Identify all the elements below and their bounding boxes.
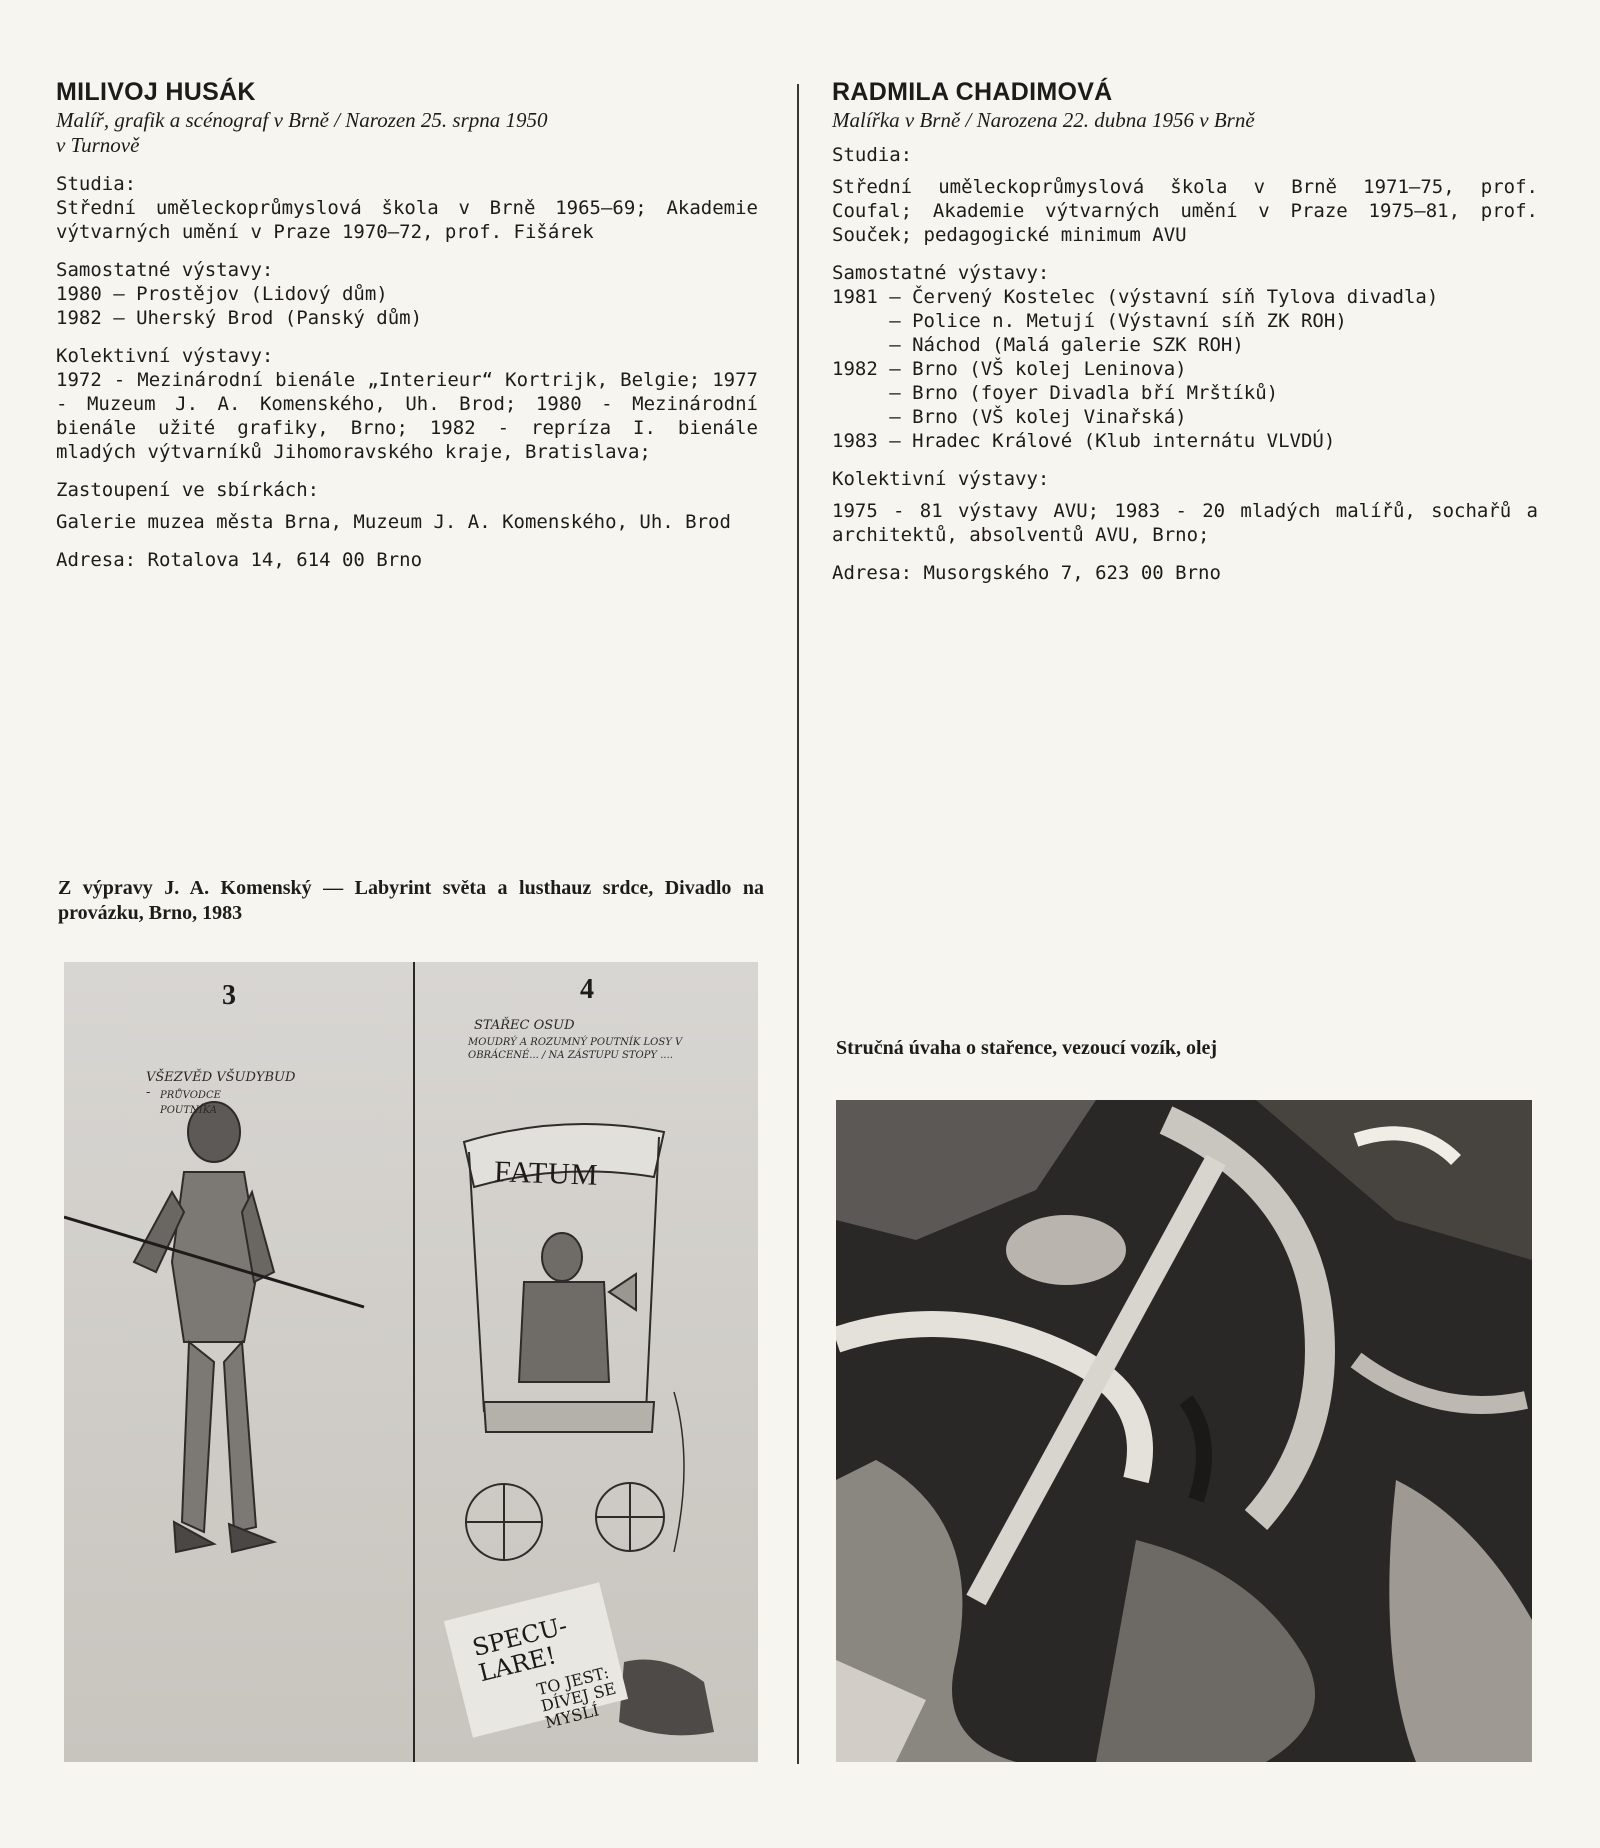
studies-label: Studia: [832,144,913,166]
studies-text: Střední uměleckoprůmyslová škola v Brně 1965—69; Akademie výtvarných umění v Praze 1970—72, prof. Fišárek [56,197,758,243]
specu-card-subtext: TO JEST: DÍVEJ SE MYSLÍ [534,1662,618,1733]
exhibition-line: 1982 — Uherský Brod (Panský dům) [56,307,423,329]
exhibition-line: — Brno (foyer Divadla bří Mrštíků) [832,382,1279,404]
solo-exhibitions-label: Samostatné výstavy: [56,259,274,281]
address: Adresa: Rotalova 14, 614 00 Brno [56,549,423,571]
figure-vsezved [134,1102,274,1552]
handwritten-note: PRŮVODCE POUTNÍKA [160,1090,221,1116]
sheet-number: 3 [222,980,236,1011]
exhibition-line: — Police n. Metují (Výstavní síň ZK ROH) [832,310,1347,332]
group-exhibitions-label: Kolektivní výstavy: [56,345,274,367]
exhibition-line: 1982 — Brno (VŠ kolej Leninova) [832,358,1187,380]
fatum-banner-text: FATUM [493,1155,600,1192]
hand [619,1660,714,1736]
collections-text: Galerie muzea města Brna, Muzeum J. A. Komenského, Uh. Brod [56,511,731,533]
collections-label: Zastoupení ve sbírkách: [56,479,320,501]
solo-exhibitions-list [56,282,758,330]
sheet-number: 4 [580,974,594,1005]
painting-caption: Stručná úvaha o stařence, vezoucí vozík, olej [836,1037,1218,1059]
scenography-illustration [64,962,758,1762]
artist-subtitle: Malířka v Brně / Narozena 22. dubna 1956 v Brně [832,108,1255,132]
illustration-caption: Z výpravy J. A. Komenský — Labyrint světa a lusthauz srdce, Divadlo na provázku, Brno, 1983 [58,877,764,924]
exhibition-line: 1980 — Prostějov (Lidový dům) [56,283,388,305]
group-exhibitions-text: 1975 - 81 výstavy AVU; 1983 - 20 mladých malířů, sochařů a architektů, absolventů AVU, Brno; [832,500,1538,546]
handwritten-note: VŠEZVĚD VŠUDYBUD - [146,1070,296,1100]
solo-exhibitions-list [832,285,1538,453]
studies-text: Střední uměleckoprůmyslová škola v Brně 1971—75, prof. Coufal; Akademie výtvarných umění v Praze 1975—81, prof. Souček; pedagogické minimum AVU [832,176,1538,246]
address: Adresa: Musorgského 7, 623 00 Brno [832,562,1221,584]
artist-entry-husak [56,78,758,572]
exhibition-line: 1981 — Červený Kostelec (výstavní síň Tylova divadla) [832,286,1439,308]
exhibition-line: 1983 — Hradec Králové (Klub internátu VLVDÚ) [832,430,1336,452]
handwritten-note: STAŘEC OSUD [474,1018,575,1033]
specu-card-text: SPECU- LARE! [469,1611,570,1688]
column-divider [797,84,799,1764]
artist-subtitle-line: Malíř, grafik a scénograf v Brně / Narozen 25. srpna 1950 [56,108,548,132]
exhibition-line: — Náchod (Malá galerie SZK ROH) [832,334,1244,356]
artist-name: MILIVOJ HUSÁK [56,78,256,106]
group-exhibitions-label: Kolektivní výstavy: [832,468,1050,490]
group-exhibitions-text: 1972 - Mezinárodní bienále „Interieur“ Kortrijk, Belgie; 1977 - Muzeum J. A. Komenského, Uh. Brod; 1980 - Mezinárodní bienále užité grafiky, Brno; 1982 - repríza I. bienále mladých výtvarníků Jihomoravského kraje, Bratislava; [56,369,758,463]
artist-entry-chadimova [832,78,1538,585]
artist-subtitle-line: v Turnově [56,133,140,157]
artist-name: RADMILA CHADIMOVÁ [832,78,1113,106]
solo-exhibitions-label: Samostatné výstavy: [832,262,1050,284]
painting-image [836,1100,1532,1762]
artist-subtitle [56,108,758,158]
exhibition-line: — Brno (VŠ kolej Vinařská) [832,406,1187,428]
handwritten-note: MOUDRÝ A ROZUMNÝ POUTNÍK LOSY V OBRÁCENÉ... / NA ZÁSTUPU STOPY .... [468,1037,683,1061]
studies-label: Studia: [56,173,137,195]
abstract-painting [836,1100,1532,1762]
